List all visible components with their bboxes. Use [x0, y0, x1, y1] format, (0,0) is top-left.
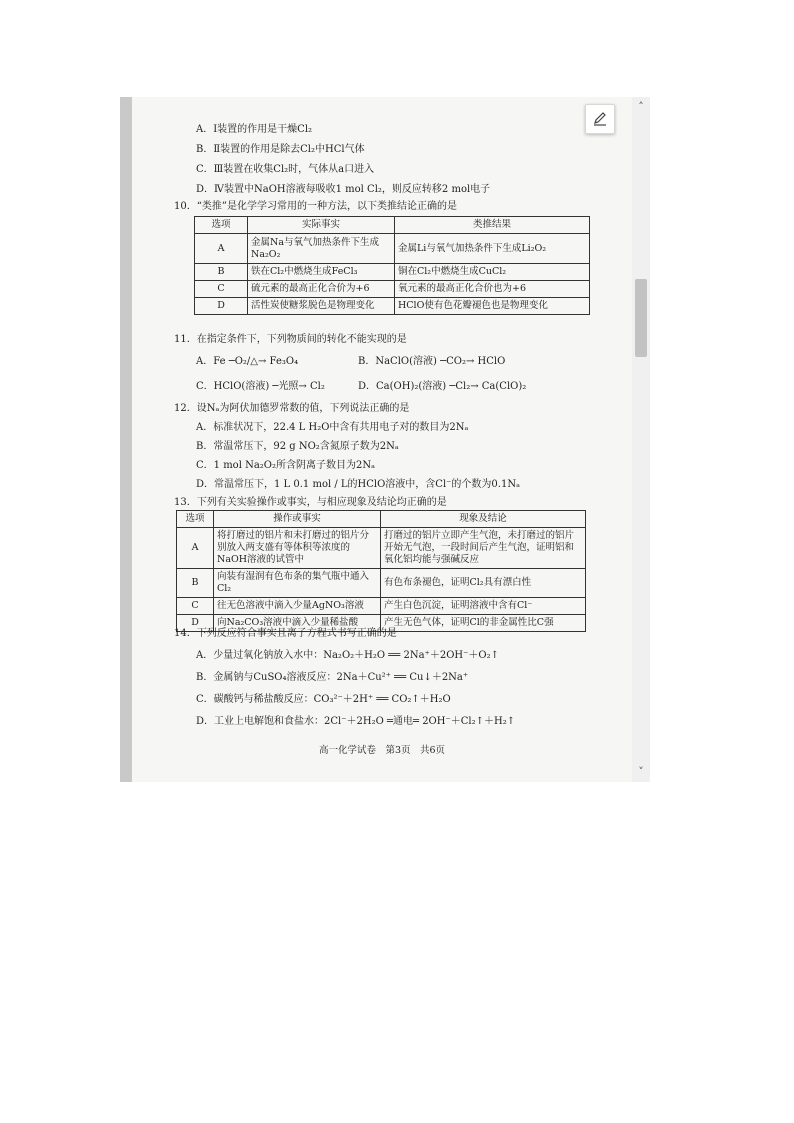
table-cell: C: [177, 598, 214, 615]
table-cell: 活性炭使糖浆脱色是物理变化: [248, 298, 395, 315]
table-cell: B: [177, 569, 214, 598]
table-cell: 金属Na与氧气加热条件下生成Na₂O₂: [248, 234, 395, 264]
pencil-icon: [592, 111, 608, 127]
table-header: 操作或事实: [214, 511, 381, 528]
q9-option-d: D．Ⅳ装置中NaOH溶液每吸收1 mol Cl₂，则反应转移2 mol电子: [196, 184, 491, 195]
exam-page: [132, 97, 632, 782]
table-row: [195, 234, 590, 264]
table-row: [177, 569, 586, 598]
table-cell: 往无色溶液中滴入少量AgNO₃溶液: [214, 598, 381, 615]
q9-option-b: B．Ⅱ装置的作用是除去Cl₂中HCl气体: [196, 144, 365, 155]
table-cell: 将打磨过的铝片和未打磨过的铝片分别放入两支盛有等体积等浓度的NaOH溶液的试管中: [214, 528, 381, 569]
q12-option-a: A．标准状况下，22.4 L H₂O中含有共用电子对的数目为2Nₐ: [196, 422, 469, 433]
table-header: 类推结果: [395, 217, 590, 234]
table-cell: 铜在Cl₂中燃烧生成CuCl₂: [395, 264, 590, 281]
q14-option-b: B．金属钠与CuSO₄溶液反应：2Na＋Cu²⁺ ══ Cu↓＋2Na⁺: [196, 672, 469, 683]
table-cell: A: [195, 234, 248, 264]
table-cell: 产生无色气体，证明Cl的非金属性比C强: [381, 615, 586, 632]
q10-table: [194, 216, 590, 315]
table-row: [177, 598, 586, 615]
scrollbar-thumb[interactable]: [635, 279, 647, 357]
q9-option-c: C．Ⅲ装置在收集Cl₂时，气体从a口进入: [196, 164, 375, 175]
table-header: 选项: [195, 217, 248, 234]
q14-option-c: C．碳酸钙与稀盐酸反应：CO₃²⁻＋2H⁺ ══ CO₂↑＋H₂O: [196, 694, 451, 705]
q12-option-b: B．常温常压下，92 g NO₂含氮原子数为2Nₐ: [196, 441, 399, 452]
table-row: [177, 528, 586, 569]
document-viewer: [120, 97, 650, 782]
q11-option-b: B．NaClO(溶液) ─CO₂→ HClO: [358, 356, 506, 367]
q13-table: [176, 510, 586, 632]
table-row: [195, 281, 590, 298]
table-cell: A: [177, 528, 214, 569]
table-header: 选项: [177, 511, 214, 528]
q9-option-a: A．Ⅰ装置的作用是干燥Cl₂: [196, 124, 313, 135]
table-cell: 硫元素的最高正化合价为+6: [248, 281, 395, 298]
edit-button[interactable]: [585, 104, 615, 134]
q11-option-a: A．Fe ─O₂/△→ Fe₃O₄: [196, 356, 299, 367]
table-row: [195, 264, 590, 281]
table-header-row: [195, 217, 590, 234]
table-cell: 氧元素的最高正化合价也为+6: [395, 281, 590, 298]
q11-title: 11．在指定条件下，下列物质间的转化不能实现的是: [174, 334, 407, 345]
q13-title: 13．下列有关实验操作或事实，与相应现象及结论均正确的是: [174, 497, 447, 508]
q14-title: 14．下列反应符合事实且离子方程式书写正确的是: [174, 628, 397, 639]
q14-option-a: A．少量过氧化钠放入水中：Na₂O₂＋H₂O ══ 2Na⁺＋2OH⁻＋O₂↑: [196, 650, 499, 661]
table-cell: 向装有湿润有色布条的集气瓶中通入Cl₂: [214, 569, 381, 598]
table-header: 实际事实: [248, 217, 395, 234]
table-cell: D: [177, 615, 214, 632]
scroll-down-icon[interactable]: ˅: [638, 765, 644, 778]
table-cell: C: [195, 281, 248, 298]
table-header-row: [177, 511, 586, 528]
q11-option-c: C．HClO(溶液) ─光照→ Cl₂: [196, 381, 325, 392]
q10-title: 10．“类推”是化学学习常用的一种方法，以下类推结论正确的是: [174, 201, 457, 212]
table-header: 现象及结论: [381, 511, 586, 528]
table-row: [195, 298, 590, 315]
table-cell: HClO使有色花瓣褪色也是物理变化: [395, 298, 590, 315]
table-cell: 产生白色沉淀，证明溶液中含有Cl⁻: [381, 598, 586, 615]
table-cell: 有色布条褪色，证明Cl₂具有漂白性: [381, 569, 586, 598]
table-cell: 金属Li与氧气加热条件下生成Li₂O₂: [395, 234, 590, 264]
table-cell: 打磨过的铝片立即产生气泡，未打磨过的铝片开始无气泡，一段时间后产生气泡，证明铝和氧化铝均能与强碱反应: [381, 528, 586, 569]
table-cell: 向Na₂CO₃溶液中滴入少量稀盐酸: [214, 615, 381, 632]
table-cell: B: [195, 264, 248, 281]
scroll-up-icon[interactable]: ˄: [638, 100, 644, 113]
table-cell: 铁在Cl₂中燃烧生成FeCl₃: [248, 264, 395, 281]
q12-title: 12．设Nₐ为阿伏加德罗常数的值，下列说法正确的是: [174, 403, 410, 414]
page-footer: 高一化学试卷 第3页 共6页: [318, 745, 446, 756]
q12-option-d: D．常温常压下，1 L 0.1 mol / L的HClO溶液中，含Cl⁻的个数为0.1Nₐ: [196, 479, 520, 490]
q11-option-d: D．Ca(OH)₂(溶液) ─Cl₂→ Ca(ClO)₂: [358, 381, 527, 392]
vertical-scrollbar[interactable]: [632, 97, 650, 782]
table-cell: D: [195, 298, 248, 315]
q12-option-c: C．1 mol Na₂O₂所含阴离子数目为2Nₐ: [196, 460, 375, 471]
q14-option-d: D．工业上电解饱和食盐水：2Cl⁻＋2H₂O ═通电═ 2OH⁻＋Cl₂↑＋H₂↑: [196, 716, 516, 727]
